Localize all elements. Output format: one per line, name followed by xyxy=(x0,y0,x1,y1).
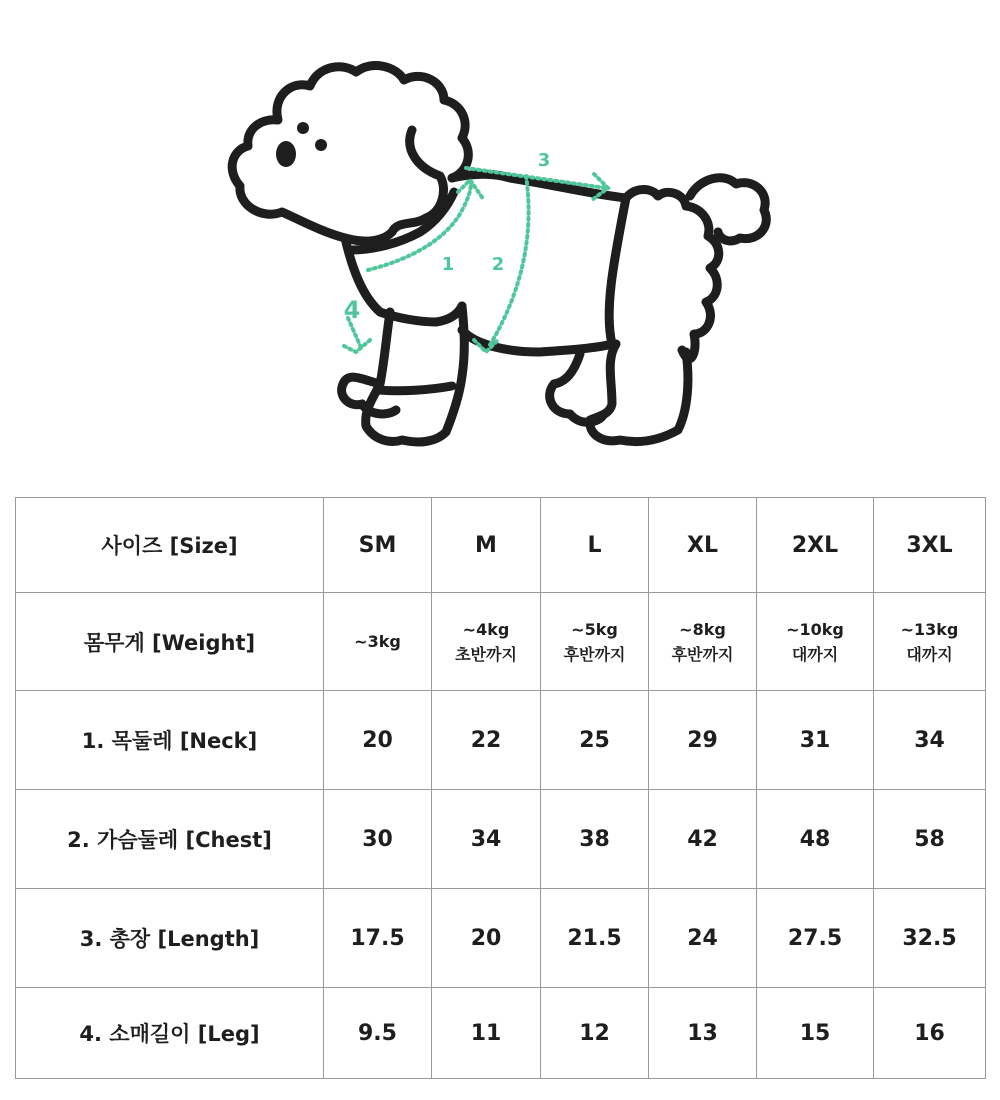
table-cell: 27.5 xyxy=(757,889,874,988)
poodle-outline-drawing xyxy=(0,0,1000,470)
table-cell: 30 xyxy=(324,790,432,889)
weight-value: ~13kg xyxy=(900,619,959,639)
table-cell: 9.5 xyxy=(324,988,432,1079)
dog-eye-small xyxy=(297,122,309,134)
table-cell: 31 xyxy=(757,691,874,790)
table-cell: 20 xyxy=(324,691,432,790)
weight-cell xyxy=(541,593,649,691)
chest-label: 2. 가슴둘레 [Chest] xyxy=(16,790,324,889)
length-row xyxy=(16,889,986,988)
size-col-header: XL xyxy=(649,498,757,593)
dog-measurement-illustration xyxy=(0,0,1000,470)
table-cell: 34 xyxy=(874,691,986,790)
leg-row xyxy=(16,988,986,1079)
leg-label: 4. 소매길이 [Leg] xyxy=(16,988,324,1079)
weight-note: 후반까지 xyxy=(671,644,734,664)
weight-cell xyxy=(324,593,432,691)
table-cell: 29 xyxy=(649,691,757,790)
table-cell: 48 xyxy=(757,790,874,889)
chest-row xyxy=(16,790,986,889)
size-col-header: SM xyxy=(324,498,432,593)
table-cell: 13 xyxy=(649,988,757,1079)
table-cell: 16 xyxy=(874,988,986,1079)
size-chart-table xyxy=(15,497,986,1079)
weight-cell xyxy=(432,593,541,691)
weight-cell xyxy=(649,593,757,691)
length-label: 3. 총장 [Length] xyxy=(16,889,324,988)
table-cell: 34 xyxy=(432,790,541,889)
weight-note: 대까지 xyxy=(791,644,839,664)
table-cell: 32.5 xyxy=(874,889,986,988)
weight-value: ~5kg xyxy=(571,619,618,639)
size-header-row xyxy=(16,498,986,593)
size-col-header: 3XL xyxy=(874,498,986,593)
dog-nose xyxy=(315,139,327,151)
weight-value: ~8kg xyxy=(679,619,726,639)
weight-row xyxy=(16,593,986,691)
length-marker: 3 xyxy=(537,150,551,171)
table-cell: 38 xyxy=(541,790,649,889)
size-col-header: L xyxy=(541,498,649,593)
leg-marker: 4 xyxy=(343,296,361,324)
dog-rear-leg-outline xyxy=(550,344,688,442)
table-cell: 12 xyxy=(541,988,649,1079)
dog-eye xyxy=(276,141,296,167)
weight-note: 초반까지 xyxy=(455,644,517,664)
table-cell: 20 xyxy=(432,889,541,988)
dog-front-leg-outline xyxy=(342,306,465,442)
neck-marker: 1 xyxy=(441,254,455,275)
weight-value: ~10kg xyxy=(786,619,844,639)
dog-back-fluff-outline xyxy=(626,190,719,359)
table-cell: 25 xyxy=(541,691,649,790)
table-cell: 24 xyxy=(649,889,757,988)
table-cell: 58 xyxy=(874,790,986,889)
table-cell: 22 xyxy=(432,691,541,790)
weight-cell xyxy=(874,593,986,691)
weight-value: ~3kg xyxy=(354,632,401,651)
size-col-header: 2XL xyxy=(757,498,874,593)
table-cell: 21.5 xyxy=(541,889,649,988)
size-header-label: 사이즈 [Size] xyxy=(16,498,324,593)
weight-cell xyxy=(757,593,874,691)
table-cell: 17.5 xyxy=(324,889,432,988)
table-cell: 15 xyxy=(757,988,874,1079)
weight-label: 몸무게 [Weight] xyxy=(16,593,324,691)
weight-value: ~4kg xyxy=(462,619,510,639)
weight-note: 후반까지 xyxy=(563,644,626,664)
chest-marker: 2 xyxy=(491,254,505,275)
table-cell: 11 xyxy=(432,988,541,1079)
size-col-header: M xyxy=(432,498,541,593)
neck-label: 1. 목둘레 [Neck] xyxy=(16,691,324,790)
weight-note: 대까지 xyxy=(906,644,953,664)
neck-row xyxy=(16,691,986,790)
table-cell: 42 xyxy=(649,790,757,889)
